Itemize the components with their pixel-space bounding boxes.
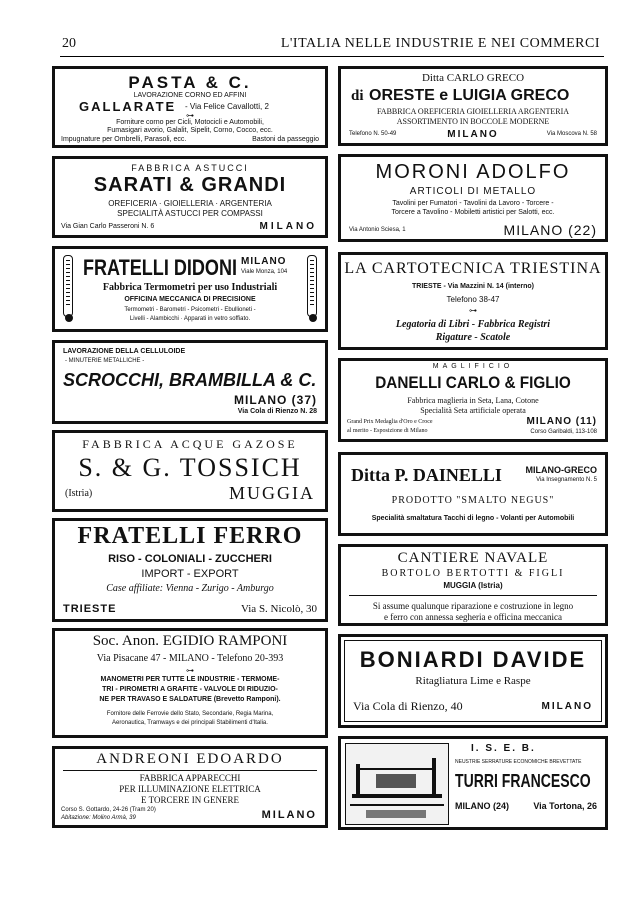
ad-ramponi-footer1: Fornitore delle Ferrovie dello Stato, Secondarie, Regia Marina,: [106, 711, 274, 717]
ad-cartotecnica-address: TRIESTE - Via Mazzini N. 14 (interno): [412, 283, 534, 290]
ad-ramponi: [52, 628, 328, 738]
ad-danelli: [338, 358, 608, 442]
ad-ramponi-ornament: ⊶: [186, 666, 194, 675]
ad-boniardi-city: MILANO: [541, 701, 593, 712]
ad-sarati-top: FABBRICA ASTUCCI: [131, 163, 249, 173]
ad-tossich-region: (Istria): [65, 488, 93, 499]
ad-pasta-footer-left: Impugnature per Ombrelli, Parasoli, ecc.: [61, 136, 187, 143]
ad-pasta-line1: Forniture corno per Cicli, Motocicli e Automobili,: [116, 119, 264, 126]
ad-pasta-ornament: ⊶: [186, 111, 194, 120]
ad-danelli-line2: Specialità Seta artificiale operata: [420, 406, 526, 415]
ad-pasta-subtitle: LAVORAZIONE CORNO ED AFFINI: [133, 92, 247, 99]
ad-scrocchi-city: MILANO (37): [234, 393, 317, 407]
ad-ferro-line3: Case affiliate: Vienna - Zurigo - Amburgo: [106, 583, 274, 594]
ad-boniardi-address: Via Cola di Rienzo, 40: [353, 699, 463, 713]
ad-andreoni-rule: [63, 770, 317, 771]
ad-andreoni-address2: Abitazione: Molino Armà, 39: [61, 815, 136, 821]
ad-greco-prefix: di: [351, 88, 364, 104]
ad-sarati-city: MILANO: [259, 221, 317, 232]
ad-andreoni-line2: PER ILLUMINAZIONE ELETTRICA: [119, 784, 261, 794]
ad-cartotecnica-phone: Telefono 38-47: [446, 295, 500, 304]
ad-tossich-name: S. & G. TOSSICH: [78, 453, 302, 482]
ad-sarati-line1: OREFICERIA · GIOIELLERIA · ARGENTERIA: [108, 199, 272, 208]
ad-danelli-top: MAGLIFICIO: [432, 363, 514, 370]
ad-andreoni-name: ANDREONI EDOARDO: [96, 751, 284, 767]
ad-cartotecnica-line1: Legatoria di Libri - Fabbrica Registri: [395, 319, 551, 330]
ad-ferro: [52, 518, 328, 622]
ad-greco-line1: FABBRICA OREFICERIA GIOIELLERIA ARGENTERIA: [376, 107, 570, 116]
ad-ferro-line2: IMPORT - EXPORT: [141, 568, 239, 580]
ad-turri-name: TURRI FRANCESCO: [455, 771, 591, 791]
ad-bertotti-owner: BORTOLO BERTOTTI & FIGLI: [381, 568, 565, 579]
ad-didoni-line3: Termometri - Barometri - Psicometri - Ebullioneti -: [124, 307, 256, 313]
ad-andreoni-line1: FABBRICA APPARECCHI: [139, 773, 241, 783]
ad-moroni-name: MORONI ADOLFO: [375, 161, 571, 183]
ad-greco-line2: ASSORTIMENTO IN BOCCOLE MODERNE: [396, 117, 550, 126]
ad-tossich-city: MUGGIA: [229, 483, 315, 503]
ad-andreoni: [52, 746, 328, 828]
ad-pasta-city: GALLARATE: [79, 99, 177, 114]
ad-greco-city: MILANO: [447, 129, 499, 140]
ad-boniardi: [338, 634, 608, 728]
ad-moroni-city: MILANO (22): [503, 222, 597, 238]
ad-cartotecnica-line2: Rigature - Scatole: [435, 332, 511, 343]
ad-didoni-name: FRATELLI DIDONI: [83, 255, 237, 280]
ad-ramponi-address: Via Pisacane 47 - MILANO - Telefono 20-393: [96, 653, 284, 664]
ad-didoni-line1: Fabbrica Termometri per uso Industriali: [102, 282, 278, 293]
ad-turri-acronym: I. S. E. B.: [471, 743, 536, 754]
ad-dainelli-city: MILANO-GRECO: [525, 465, 597, 475]
ad-greco-top: Ditta CARLO GRECO: [421, 72, 525, 84]
ad-ferro-name: FRATELLI FERRO: [77, 523, 303, 549]
ad-ramponi-footer2: Aeronautica, Tramways e dei principali Stabilimenti d'Italia.: [112, 720, 268, 726]
ad-greco-address: Via Moscova N. 58: [546, 131, 597, 137]
ad-bertotti: [338, 544, 608, 626]
ad-bertotti-rule: [349, 595, 597, 596]
ad-dainelli: [338, 452, 608, 536]
ad-bertotti-line1: Si assume qualunque riparazione e costruzione in legno: [372, 601, 574, 611]
ad-scrocchi-name: SCROCCHI, BRAMBILLA & C.: [63, 370, 317, 390]
ad-ferro-address: Via S. Nicolò, 30: [240, 603, 317, 615]
running-head: L'ITALIA NELLE INDUSTRIE E NEI COMMERCI: [280, 36, 600, 51]
ad-ramponi-line2: TRI - PIROMETRI A GRAFITE - VALVOLE DI RIDUZIO-: [102, 686, 278, 693]
ad-sarati-address: Via Gian Carlo Passeroni N. 6: [61, 223, 155, 230]
page-number: 20: [62, 36, 76, 51]
ad-andreoni-city: MILANO: [261, 809, 317, 821]
ad-didoni-line4: Livelli - Alambicchi · Apparati in vetro soffiato.: [129, 316, 251, 322]
ad-didoni-address: Viale Monza, 104: [241, 269, 288, 275]
ad-greco-name: ORESTE e LUIGIA GRECO: [369, 87, 570, 104]
ad-tossich-top: FABBRICA ACQUE GAZOSE: [82, 437, 298, 451]
ad-pasta-address: - Via Felice Cavallotti, 2: [185, 102, 269, 111]
ad-turri-line1: NEUSTRIE SERRATURE ECONOMICHE BREVETTATE: [455, 759, 582, 765]
ad-dainelli-line1: Specialità smaltatura Tacchi di legno - Volanti per Automobili: [371, 515, 575, 522]
ad-andreoni-line3: E TORCERE IN GENERE: [141, 795, 239, 805]
ad-andreoni-address1: Corso S. Gottardo, 24-26 (Tram 20): [61, 807, 156, 813]
ad-cartotecnica-ornament: ⊶: [469, 306, 477, 315]
ad-greco: [338, 66, 608, 146]
ad-danelli-city: MILANO (11): [526, 416, 597, 427]
ad-ramponi-name: Soc. Anon. EGIDIO RAMPONI: [92, 633, 288, 649]
ad-dainelli-product: PRODOTTO "SMALTO NEGUS": [391, 495, 555, 506]
ad-sarati-name: SARATI & GRANDI: [93, 174, 287, 196]
ad-danelli-prize2: al merito - Esposizione di Milano: [347, 428, 428, 434]
ad-moroni-subtitle: ARTICOLI DI METALLO: [409, 186, 537, 197]
ad-dainelli-name: Ditta P. DAINELLI: [351, 465, 502, 485]
ad-moroni: [338, 154, 608, 242]
ad-boniardi-subtitle: Ritagliatura Lime e Raspe: [415, 675, 531, 687]
page-header: [62, 34, 600, 54]
ad-ferro-line1: RISO - COLONIALI - ZUCCHERI: [108, 553, 272, 565]
ad-cartotecnica: [338, 252, 608, 350]
ad-sarati: [52, 156, 328, 238]
ad-danelli-line1: Fabbrica maglieria in Seta, Lana, Cotone: [407, 396, 539, 405]
ad-cartotecnica-name: LA CARTOTECNICA TRIESTINA: [344, 260, 602, 277]
ad-turri-city: MILANO (24): [455, 801, 509, 811]
ad-sarati-line2: SPECIALITÀ ASTUCCI PER COMPASSI: [117, 209, 263, 218]
ad-didoni-line2: OFFICINA MECCANICA DI PRECISIONE: [124, 296, 256, 303]
ad-moroni-line2: Torcere a Tavolino - Mobiletti artistici per Salotti, ecc.: [391, 209, 555, 216]
ad-didoni-city: MILANO: [241, 256, 287, 267]
ad-pasta-line2: Fumasigari avorio, Galalit, Sipelit, Corno, Cocco, ecc.: [107, 127, 273, 134]
ad-danelli-address: Corso Garibaldi, 113-108: [530, 429, 597, 435]
ad-moroni-address: Via Antonio Sciesa, 1: [349, 227, 406, 233]
ad-danelli-prize1: Grand Prix Medaglia d'Oro e Croce: [347, 419, 433, 425]
ad-tossich: [52, 430, 328, 512]
ad-scrocchi-address: Via Cola di Rienzo N. 28: [237, 408, 317, 415]
ad-pasta: [52, 66, 328, 148]
ad-bertotti-name: CANTIERE NAVALE: [397, 550, 549, 566]
ad-scrocchi-top1: LAVORAZIONE DELLA CELLULOIDE: [63, 348, 186, 355]
ad-turri: [338, 736, 608, 830]
ad-ramponi-line1: MANOMETRI PER TUTTE LE INDUSTRIE - TERMOME-: [100, 676, 280, 683]
ad-boniardi-name: BONIARDI DAVIDE: [359, 647, 587, 672]
ad-danelli-name: DANELLI CARLO & FIGLIO: [375, 373, 571, 392]
factory-illustration-icon: [345, 743, 449, 825]
ad-bertotti-city: MUGGIA (Istria): [443, 581, 503, 590]
ad-dainelli-address: Via Insegnamento N. 5: [536, 477, 597, 483]
ad-moroni-line1: Tavolini per Fumatori - Tavolini da Lavoro - Torcere -: [392, 200, 554, 207]
ad-pasta-name: PASTA & C.: [128, 73, 252, 92]
ad-greco-phone: Telefono N. 50-49: [349, 131, 397, 137]
ad-didoni: [52, 246, 328, 332]
ad-ramponi-line3: NE PER TRAVASO E SALDATURE (Brevetto Ramponi).: [99, 696, 281, 703]
ad-scrocchi-top2: - MINUTERIE METALLICHE -: [65, 358, 145, 364]
ad-turri-address: Via Tortona, 26: [533, 801, 597, 811]
header-rule: [60, 56, 604, 57]
ad-pasta-footer-right: Bastoni da passeggio: [252, 136, 319, 143]
ad-bertotti-line2: e ferro con annessa segheria e officina meccanica: [384, 612, 562, 622]
ad-ferro-city: TRIESTE: [63, 603, 117, 615]
ad-scrocchi: [52, 340, 328, 424]
